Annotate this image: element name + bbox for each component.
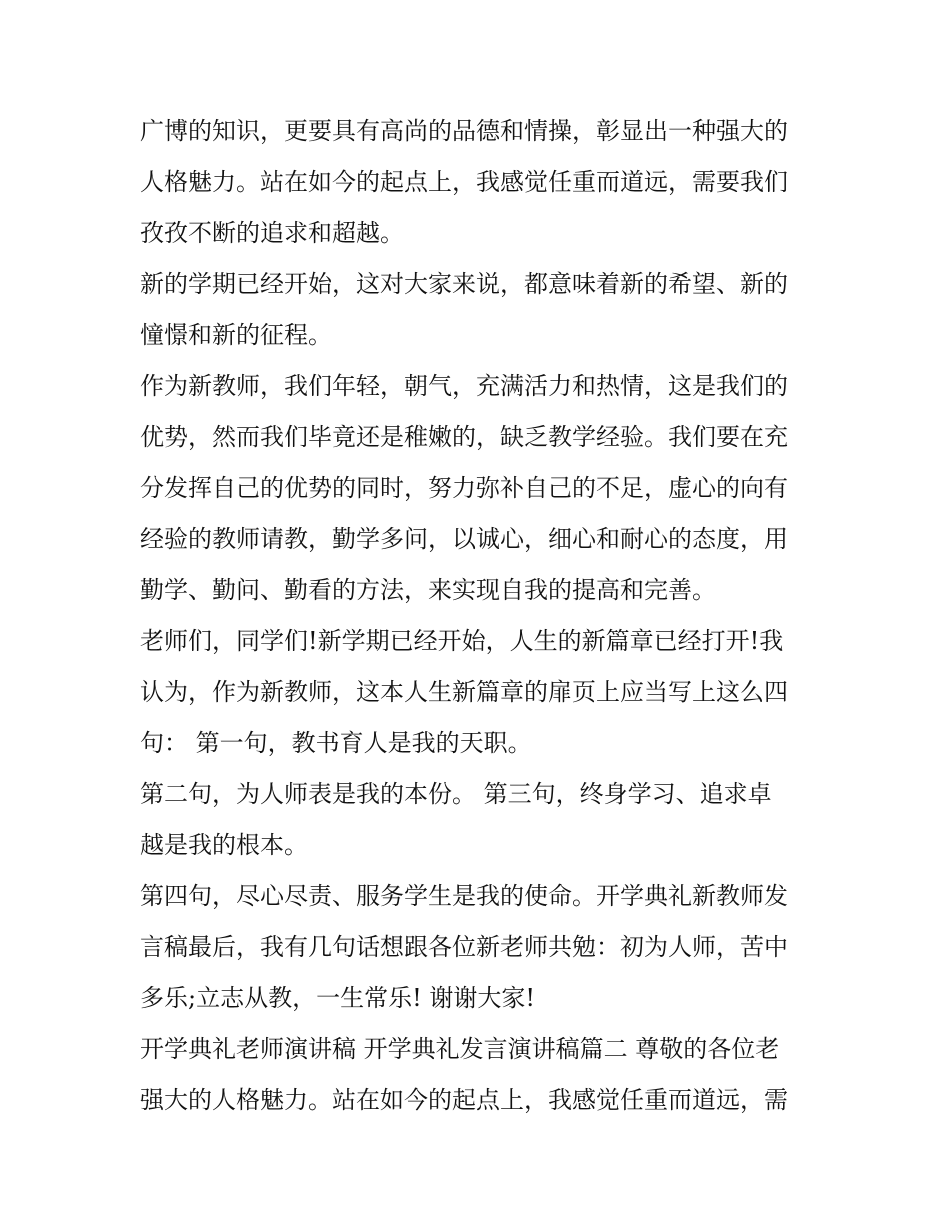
text-line: 认为，作为新教师，这本人生新篇章的扉页上应当写上这么四 [140, 678, 788, 706]
text-line: 孜孜不断的追求和超越。 [140, 219, 404, 247]
text-line: 新的学期已经开始，这对大家来说，都意味着新的希望、新的 [140, 270, 788, 298]
text-line: 老师们，同学们!新学期已经开始，人生的新篇章已经打开!我 [140, 627, 784, 655]
paragraph-5 [140, 769, 820, 871]
text-line: 憧憬和新的征程。 [140, 321, 332, 349]
text-line: 作为新教师，我们年轻，朝气，充满活力和热情，这是我们的 [140, 372, 788, 400]
text-line: 多乐;立志从教，一生常乐! 谢谢大家! [140, 984, 536, 1012]
text-line: 广博的知识，更要具有高尚的品德和情操，彰显出一种强大的 [140, 117, 788, 145]
paragraph-3 [140, 361, 820, 616]
text-line: 开学典礼老师演讲稿 开学典礼发言演讲稿篇二 尊敬的各位老 [140, 1035, 780, 1063]
paragraph-2 [140, 259, 820, 361]
text-line: 强大的人格魅力。站在如今的起点上，我感觉任重而道远，需 [140, 1086, 788, 1114]
text-line: 优势，然而我们毕竟还是稚嫩的，缺乏教学经验。我们要在充 [140, 423, 788, 451]
paragraph-1 [140, 106, 820, 259]
text-line: 言稿最后，我有几句话想跟各位新老师共勉：初为人师，苦中 [140, 933, 788, 961]
text-line: 勤学、勤问、勤看的方法，来实现自我的提高和完善。 [140, 576, 716, 604]
body-text [140, 106, 820, 1126]
paragraph-6 [140, 871, 820, 1024]
text-line: 分发挥自己的优势的同时，努力弥补自己的不足，虚心的向有 [140, 474, 788, 502]
text-line: 人格魅力。站在如今的起点上，我感觉任重而道远，需要我们 [140, 168, 788, 196]
text-line: 越是我的根本。 [140, 831, 308, 859]
text-line: 句： 第一句，教书育人是我的天职。 [140, 729, 532, 757]
paragraph-4 [140, 616, 820, 769]
text-line: 经验的教师请教，勤学多问，以诚心，细心和耐心的态度，用 [140, 525, 788, 553]
text-line: 第二句，为人师表是我的本份。 第三句，终身学习、追求卓 [140, 780, 772, 808]
paragraph-7 [140, 1024, 820, 1126]
text-line: 第四句，尽心尽责、服务学生是我的使命。开学典礼新教师发 [140, 882, 788, 910]
